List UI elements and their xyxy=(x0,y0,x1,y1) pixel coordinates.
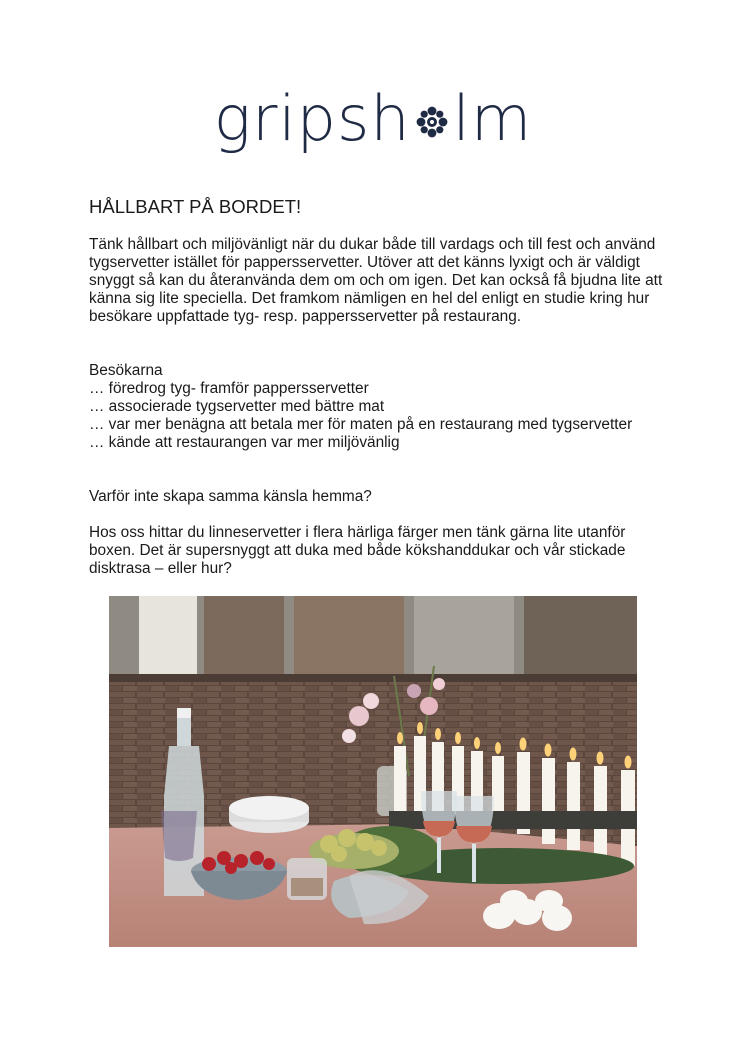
list-item: … associerade tygservetter med bättre mat xyxy=(89,398,385,415)
list-item: … kände att restaurangen var mer miljövänlig xyxy=(89,434,400,451)
list-title: Besökarna xyxy=(89,362,163,379)
flower-icon xyxy=(412,90,452,134)
question-paragraph: Varför inte skapa samma känsla hemma? xyxy=(89,488,372,505)
logo-text-after: lm xyxy=(452,82,533,155)
logo-text-before: gripsh xyxy=(213,82,411,155)
visitors-list-block xyxy=(89,362,669,452)
list-item: … föredrog tyg- framför pappersservetter xyxy=(89,380,369,397)
table-setting-photo xyxy=(109,596,637,947)
brand-logo xyxy=(0,82,746,155)
visitors-list xyxy=(89,380,669,452)
list-item: … var mer benägna att betala mer för maten på en restaurang med tygservetter xyxy=(89,416,633,433)
closing-paragraph: Hos oss hittar du linneservetter i flera härliga färger men tänk gärna lite utanför boxen. Det är supersnyggt att duka med både kökshanddukar och vår stickade disktrasa – eller hur? xyxy=(89,524,626,577)
article-heading: HÅLLBART PÅ BORDET! xyxy=(89,196,302,217)
intro-paragraph: Tänk hållbart och miljövänligt när du dukar både till vardags och till fest och använd tygservetter istället för pappersservetter. Utöver att det känns lyxigt och är väldigt snyggt så kan du återanvända dem om och om igen. Det kan också få bjudna lite att känna sig lite speciella. Det framkom nämligen en hel del enligt en studie kring hur besökare uppfattade tyg- resp. pappersservetter på restaurang. xyxy=(89,236,663,325)
